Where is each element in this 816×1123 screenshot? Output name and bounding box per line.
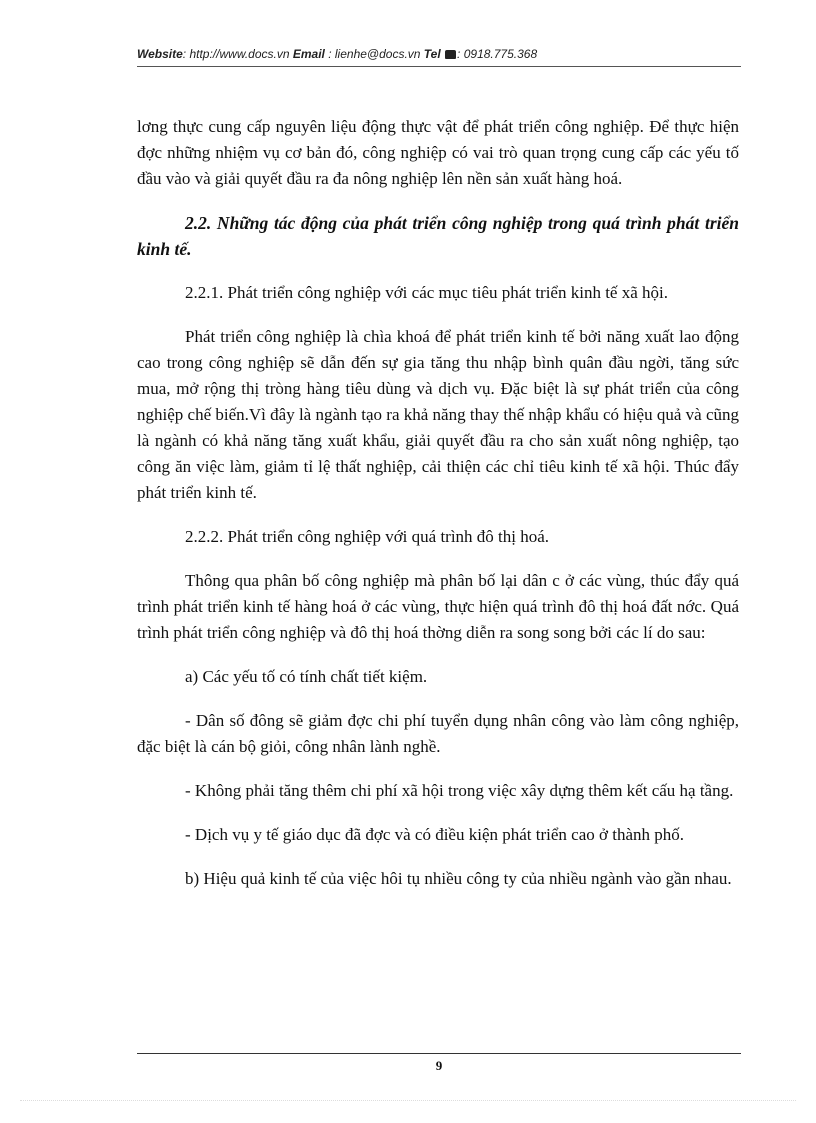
list-item-a: a) Các yếu tố có tính chất tiết kiệm. <box>185 667 428 686</box>
paragraph-industry-development: Phát triển công nghiệp là chìa khoá để phát triển kinh tế bởi năng xuất lao động cao trong công nghiệp sẽ dẫn đến sự gia tăng thu nhập bình quân đầu ngời, tăng sức mua, mở rộng thị tròng hàng tiêu dùng và dịch vụ. Đặc biệt là sự phát triển của công nghiệp chế biến.Vì đây là ngành tạo ra khả năng thay thế nhập khẩu có hiệu quả và cũng là ngành có khả năng tăng xuất khẩu, giải quyết đầu ra cho sản xuất nông nghiệp, tạo công ăn việc làm, giảm tỉ lệ thất nghiệp, cải thiện các chỉ tiêu kinh tế xã hội. Thúc đẩy phát triển kinh tế. <box>137 327 739 502</box>
page-header <box>137 47 741 61</box>
document-body <box>137 114 739 910</box>
subsection-heading-2-2-2: 2.2.2. Phát triển công nghiệp với quá trình đô thị hoá. <box>185 527 550 546</box>
header-divider <box>137 66 741 67</box>
website-value: : http://www.docs.vn <box>182 47 290 61</box>
page-number: 9 <box>435 1058 443 1073</box>
email-value: : lienhe@docs.vn <box>328 47 421 61</box>
list-item-b: b) Hiệu quả kinh tế của việc hôi tụ nhiều công ty của nhiều ngành vào gần nhau. <box>185 869 732 888</box>
tel-label: Tel <box>423 47 441 61</box>
dash-item-population: - Dân số đông sẽ giảm đợc chi phí tuyển dụng nhân công vào làm công nghiệp, đặc biệt là cán bộ giỏi, công nhân lành nghề. <box>137 711 739 756</box>
dash-item-infrastructure: - Không phải tăng thêm chi phí xã hội trong việc xây dựng thêm kết cấu hạ tầng. <box>185 781 734 800</box>
section-heading-2-2: 2.2. Những tác động của phát triển công nghiệp trong quá trình phát triển kinh tế. <box>137 213 739 259</box>
page-bottom-border <box>20 1100 796 1101</box>
website-label: Website <box>137 47 183 61</box>
tel-value: : 0918.775.368 <box>457 47 538 61</box>
paragraph-urbanization: Thông qua phân bố công nghiệp mà phân bố lại dân c ở các vùng, thúc đẩy quá trình phát triển kinh tế hàng hoá ở các vùng, thực hiện quá trình đô thị hoá đất nớc. Quá trình phát triển công nghiệp và đô thị hoá thờng diễn ra song song bởi các lí do sau: <box>137 571 739 642</box>
email-label: Email <box>292 47 325 61</box>
dash-item-services: - Dịch vụ y tế giáo dục đã đợc và có điều kiện phát triển cao ở thành phố. <box>185 825 685 844</box>
phone-icon <box>445 50 456 59</box>
footer-divider <box>137 1053 741 1054</box>
paragraph-continuation: lơng thực cung cấp nguyên liệu động thực vật để phát triển công nghiệp. Để thực hiện đợc những nhiệm vụ cơ bản đó, công nghiệp có vai trò quan trọng cung cấp các yếu tố đầu vào và giải quyết đầu ra đa nông nghiệp lên nền sản xuất hàng hoá. <box>137 117 739 188</box>
subsection-heading-2-2-1: 2.2.1. Phát triển công nghiệp với các mục tiêu phát triển kinh tế xã hội. <box>185 283 668 302</box>
